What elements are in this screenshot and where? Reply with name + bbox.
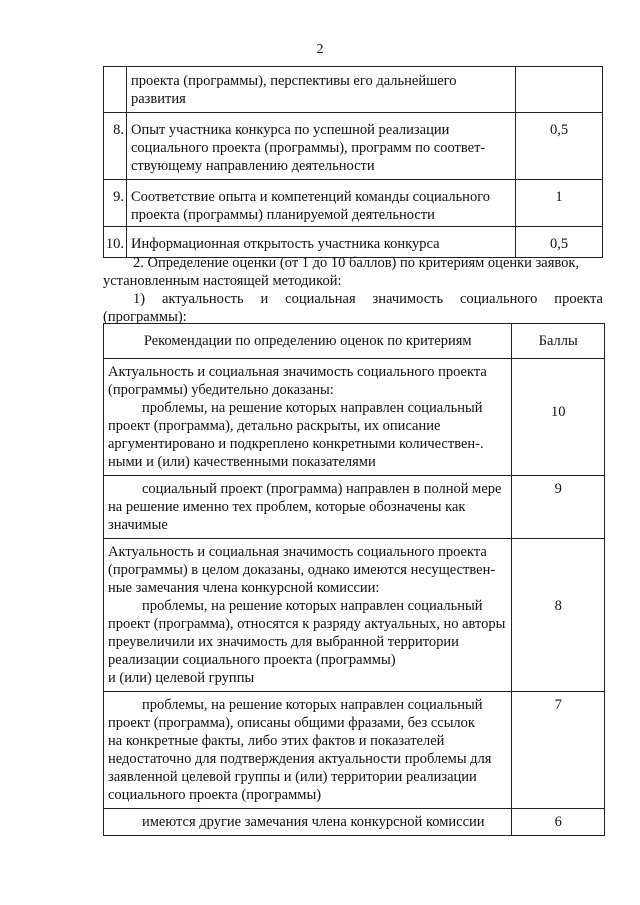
text-line: аргументировано и подкреплено конкретными количествен-. (108, 436, 484, 452)
text-line: Опыт участника конкурса по успешной реализации (131, 122, 450, 138)
recommendation-text (104, 539, 512, 692)
text-line: (программы) убедительно доказаны: (108, 382, 334, 398)
table-row (104, 180, 603, 227)
text-line: проект (программа), детально раскрыты, их описание (108, 418, 441, 434)
row-text (127, 180, 516, 227)
table-row (104, 67, 603, 113)
row-number: 9. (104, 180, 127, 227)
row-text (127, 227, 516, 258)
row-score: 1 (516, 180, 603, 227)
text-line: значимые (108, 517, 168, 533)
scoring-recommendations-table (103, 323, 605, 836)
criteria-table-continued (103, 66, 603, 258)
text-line: на решение именно тех проблем, которые обозначены как (108, 499, 466, 515)
row-score: 0,5 (516, 227, 603, 258)
text-line: проекта (программы), перспективы его дальнейшего (131, 73, 457, 89)
text-line: заявленной целевой группы и (или) территории реализации (108, 769, 477, 785)
text-line: социального проекта (программы), программ по соответ- (131, 140, 486, 156)
text-line: на конкретные факты, либо этих фактов и показателей (108, 733, 445, 749)
recommendation-text (104, 692, 512, 809)
text-line: проект (программа), относятся к разряду актуальных, но авторы (108, 616, 506, 632)
table-row (104, 539, 605, 692)
table-header-row (104, 324, 605, 359)
points-value: 6 (512, 809, 605, 836)
text-line: ствующему направлению деятельности (131, 158, 375, 174)
paragraph-evaluation-cont: установленным настоящей методикой: (103, 273, 342, 289)
text-line: проблемы, на решение которых направлен социальный (142, 400, 483, 416)
table-row (104, 692, 605, 809)
text-line: реализации социального проекта (программы) (108, 652, 396, 668)
table-row (104, 359, 605, 476)
text-line: социального проекта (программы) (108, 787, 322, 803)
recommendation-text (104, 476, 512, 539)
row-text (127, 67, 516, 113)
text-line: недостаточно для подтверждения актуальности проблемы для (108, 751, 492, 767)
header-criteria: Рекомендации по определению оценок по критериям (104, 324, 512, 359)
text-line: Актуальность и социальная значимость социального проекта (108, 544, 487, 560)
row-number: 8. (104, 113, 127, 180)
paragraph-evaluation: 2. Определение оценки (от 1 до 10 баллов) по критериям оценки заявок, (133, 255, 580, 271)
text-line: Информационная открытость участника конкурса (131, 236, 440, 252)
text-line: и (или) целевой группы (108, 670, 255, 686)
text-line: проблемы, на решение которых направлен социальный (142, 697, 483, 713)
text-line: проекта (программы) планируемой деятельности (131, 207, 435, 223)
paragraph-criterion-1: 1) актуальность и социальная значимость социального проекта (133, 291, 603, 307)
text-line: имеются другие замечания члена конкурсной комиссии (142, 814, 485, 830)
points-value: 9 (512, 476, 605, 539)
row-score (516, 67, 603, 113)
text-line: преувеличили их значимость для выбранной территории (108, 634, 459, 650)
row-score: 0,5 (516, 113, 603, 180)
text-line: развития (131, 91, 186, 107)
text-line: ные замечания члена конкурсной комиссии: (108, 580, 380, 596)
paragraph-criterion-1-cont: (программы): (103, 309, 187, 325)
text-line: проблемы, на решение которых направлен социальный (142, 598, 483, 614)
text-line: ными и (или) качественными показателями (108, 454, 376, 470)
table-row (104, 113, 603, 180)
text-line: проект (программа), описаны общими фразами, без ссылок (108, 715, 475, 731)
row-text (127, 113, 516, 180)
points-value: 10 (512, 359, 605, 476)
text-line: (программы) в целом доказаны, однако имеются несуществен- (108, 562, 496, 578)
recommendation-text (104, 359, 512, 476)
text-line: социальный проект (программа) направлен в полной мере (142, 481, 502, 497)
table-row (104, 227, 603, 258)
row-number (104, 67, 127, 113)
points-value: 8 (512, 539, 605, 692)
recommendation-text (104, 809, 512, 836)
header-points: Баллы (512, 324, 605, 359)
points-value: 7 (512, 692, 605, 809)
table-row (104, 809, 605, 836)
row-number: 10. (104, 227, 127, 258)
table-row (104, 476, 605, 539)
text-line: Соответствие опыта и компетенций команды социального (131, 189, 491, 205)
text-line: Актуальность и социальная значимость социального проекта (108, 364, 487, 380)
page-number: 2 (316, 42, 324, 57)
